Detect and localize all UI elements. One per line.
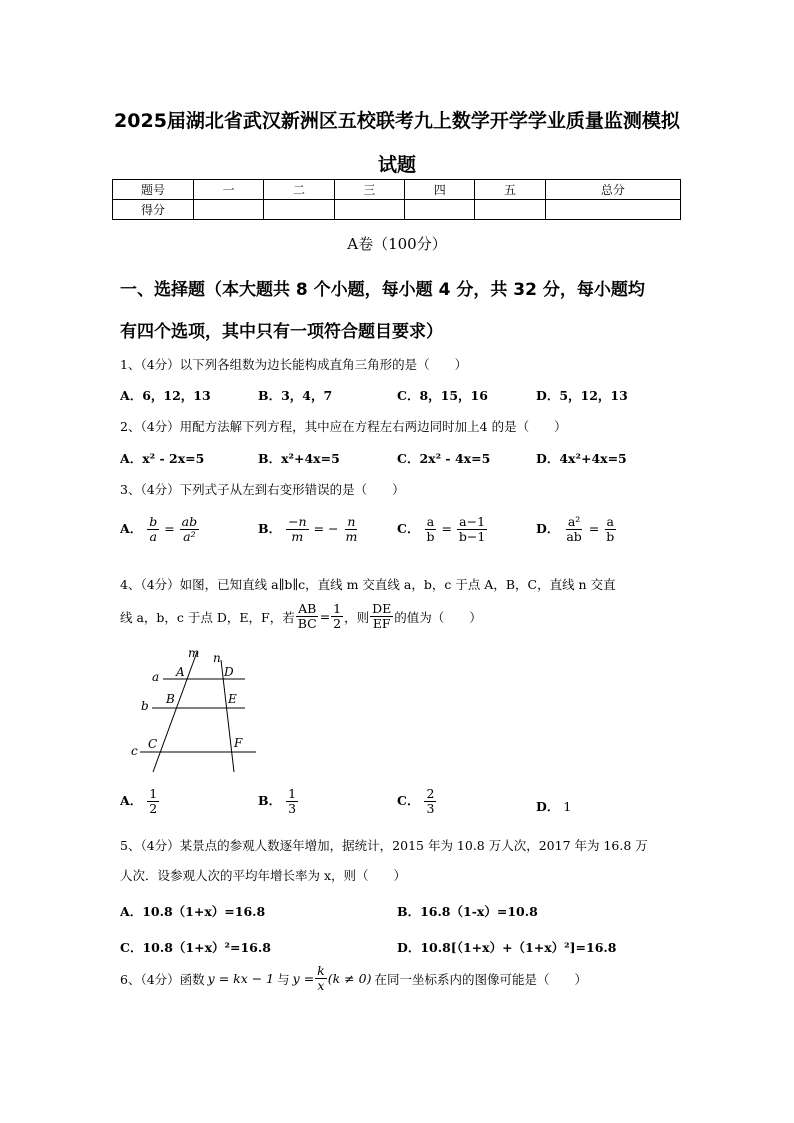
stem-text: ，则 bbox=[344, 609, 370, 625]
q3-option-a[interactable] bbox=[120, 515, 200, 544]
fraction-one-half bbox=[331, 602, 343, 631]
table-cell: 二 bbox=[264, 180, 334, 200]
q2-option-d[interactable]: D．4x²+4x=5 bbox=[536, 451, 627, 466]
option-label: B． bbox=[258, 793, 282, 808]
denominator: x bbox=[317, 978, 325, 993]
question-5-stem-line2: 人次．设参观人次的平均年增长率为 x，则（ ） bbox=[120, 868, 407, 883]
fraction bbox=[147, 787, 159, 816]
q4-option-b[interactable] bbox=[258, 787, 299, 816]
equals-sign: = bbox=[441, 521, 452, 536]
section-1-heading: 一、选择题（本大题共 8 个小题，每小题 4 分，共 32 分，每小题均 bbox=[120, 280, 645, 300]
label-a: a bbox=[152, 670, 160, 684]
q4-option-c[interactable] bbox=[397, 787, 437, 816]
equals-sign: = bbox=[164, 521, 175, 536]
score-table-score-row bbox=[113, 200, 681, 220]
q3-option-b[interactable] bbox=[258, 515, 360, 544]
numerator: DE bbox=[372, 601, 392, 616]
label-A: A bbox=[176, 665, 185, 679]
fraction bbox=[180, 515, 199, 544]
q2-option-c[interactable]: C．2x² - 4x=5 bbox=[397, 451, 491, 466]
question-6-stem bbox=[120, 964, 587, 993]
score-table bbox=[112, 179, 681, 220]
fraction-ab-bc bbox=[296, 602, 319, 631]
numerator: a² bbox=[567, 514, 581, 529]
score-input-cell[interactable] bbox=[475, 200, 545, 220]
q5-option-b[interactable]: B．16.8（1-x）=10.8 bbox=[397, 904, 538, 919]
question-1-stem: 1、（4分）以下列各组数为边长能构成直角三角形的是（ ） bbox=[120, 357, 468, 372]
q3-option-d[interactable] bbox=[536, 515, 617, 544]
section-1-heading-line2: 有四个选项，其中只有一项符合题目要求） bbox=[120, 322, 443, 342]
table-cell: 四 bbox=[405, 180, 475, 200]
label-C: C bbox=[148, 737, 158, 751]
denominator: 2 bbox=[333, 616, 342, 631]
denominator: b bbox=[426, 529, 435, 544]
page-title: 2025届湖北省武汉新洲区五校联考九上数学开学学业质量监测模拟 bbox=[114, 110, 680, 132]
fraction bbox=[424, 787, 436, 816]
question-2-stem: 2、（4分）用配方法解下列方程，其中应在方程左右两边同时加上4 的是（ ） bbox=[120, 419, 567, 434]
stem-text: 线 a，b，c 于点 D，E，F，若 bbox=[120, 609, 295, 625]
score-input-cell[interactable] bbox=[545, 200, 680, 220]
label-n: n bbox=[213, 651, 221, 665]
numerator: a bbox=[426, 514, 435, 529]
numerator: −n bbox=[288, 514, 307, 529]
label-B: B bbox=[166, 692, 175, 706]
option-label: D． bbox=[536, 521, 560, 536]
stem-text: 6、（4分）函数 bbox=[120, 971, 205, 987]
section-a-heading: A卷（100分） bbox=[347, 235, 447, 253]
stem-text: 的值为（ ） bbox=[394, 609, 482, 625]
label-c: c bbox=[131, 744, 138, 758]
table-cell: 题号 bbox=[113, 180, 194, 200]
equals-sign: = bbox=[319, 609, 331, 624]
score-input-cell[interactable] bbox=[264, 200, 334, 220]
line-m bbox=[153, 652, 197, 772]
score-input-cell[interactable] bbox=[405, 200, 475, 220]
option-label: A． bbox=[120, 521, 143, 536]
q5-option-c[interactable]: C．10.8（1+x）²=16.8 bbox=[120, 940, 271, 955]
denominator: 2 bbox=[149, 801, 158, 816]
option-label: C． bbox=[397, 793, 420, 808]
q5-option-d[interactable]: D．10.8[（1+x）+（1+x）²]=16.8 bbox=[397, 940, 617, 955]
question-5-stem: 5、（4分）某景点的参观人数逐年增加，据统计，2015 年为 10.8 万人次，2017 年为 16.8 万 bbox=[120, 838, 648, 853]
question-3-stem: 3、（4分）下列式子从左到右变形错误的是（ ） bbox=[120, 482, 405, 497]
q1-option-c[interactable]: C．8，15，16 bbox=[397, 388, 488, 403]
equation-prefix: y = bbox=[292, 971, 315, 986]
numerator: b bbox=[149, 514, 158, 529]
equation-condition: (k ≠ 0) bbox=[327, 971, 372, 986]
label-b: b bbox=[141, 699, 149, 713]
option-label: C． bbox=[397, 521, 420, 536]
denominator: 3 bbox=[426, 801, 435, 816]
table-cell: 总分 bbox=[545, 180, 680, 200]
table-cell: 得分 bbox=[113, 200, 194, 220]
page-title-line2: 试题 bbox=[377, 154, 416, 176]
label-F: F bbox=[234, 736, 243, 750]
numerator: n bbox=[347, 514, 356, 529]
question-4-stem-line2 bbox=[120, 602, 482, 631]
score-input-cell[interactable] bbox=[334, 200, 404, 220]
table-cell: 三 bbox=[334, 180, 404, 200]
fraction-de-ef bbox=[370, 602, 393, 631]
q4-option-a[interactable] bbox=[120, 787, 160, 816]
denominator: b bbox=[606, 529, 615, 544]
numerator: a−1 bbox=[459, 514, 486, 529]
numerator: 2 bbox=[426, 786, 435, 801]
fraction-k-x bbox=[315, 964, 327, 993]
q5-option-a[interactable]: A．10.8（1+x）=16.8 bbox=[120, 904, 266, 919]
fraction bbox=[147, 515, 159, 544]
numerator: AB bbox=[298, 601, 317, 616]
stem-text: 在同一坐标系内的图像可能是（ ） bbox=[374, 971, 587, 987]
numerator: a bbox=[606, 514, 614, 529]
table-cell: 一 bbox=[194, 180, 264, 200]
numerator: 1 bbox=[149, 786, 158, 801]
q2-option-a[interactable]: A．x² - 2x=5 bbox=[120, 451, 205, 466]
option-label: A． bbox=[120, 793, 143, 808]
label-m: m bbox=[188, 646, 200, 660]
table-cell: 五 bbox=[475, 180, 545, 200]
denominator: BC bbox=[297, 616, 317, 631]
q1-option-d[interactable]: D．5，12，13 bbox=[536, 388, 628, 403]
q1-option-b[interactable]: B．3，4，7 bbox=[258, 388, 333, 403]
q1-option-a[interactable]: A．6，12，13 bbox=[120, 388, 211, 403]
label-D: D bbox=[224, 665, 234, 679]
numerator: 1 bbox=[288, 786, 297, 801]
q3-option-c[interactable] bbox=[397, 515, 488, 544]
q4-option-d[interactable] bbox=[536, 797, 571, 815]
option-label: D． bbox=[536, 799, 560, 814]
equals-sign: = bbox=[588, 521, 600, 536]
score-table-header-row bbox=[113, 180, 681, 200]
denominator: 3 bbox=[288, 801, 297, 816]
fraction bbox=[286, 787, 298, 816]
numerator: 1 bbox=[333, 601, 342, 616]
denominator: ab bbox=[566, 529, 582, 544]
denominator: b−1 bbox=[458, 529, 486, 544]
option-value: 1 bbox=[563, 799, 572, 814]
fraction bbox=[424, 515, 436, 544]
denominator: m bbox=[345, 529, 358, 544]
stem-text: 与 bbox=[277, 971, 290, 987]
option-label: B． bbox=[258, 521, 282, 536]
score-input-cell[interactable] bbox=[194, 200, 264, 220]
fraction bbox=[457, 515, 487, 544]
denominator: EF bbox=[372, 616, 391, 631]
numerator: k bbox=[317, 963, 325, 978]
denominator: a bbox=[149, 529, 157, 544]
fraction bbox=[564, 515, 583, 544]
label-E: E bbox=[228, 692, 237, 706]
fraction bbox=[286, 515, 309, 544]
question-4-stem: 4、（4分）如图，已知直线 a∥b∥c，直线 m 交直线 a，b，c 于点 A，B，C，直线 n 交直 bbox=[120, 577, 616, 592]
equals-minus-sign: = − bbox=[313, 521, 339, 536]
fraction bbox=[604, 515, 616, 544]
q2-option-b[interactable]: B．x²+4x=5 bbox=[258, 451, 340, 466]
equation-linear: y = kx − 1 bbox=[207, 971, 275, 986]
fraction bbox=[343, 515, 359, 544]
denominator: a² bbox=[183, 529, 196, 544]
parallel-lines-figure bbox=[128, 646, 268, 776]
denominator: m bbox=[291, 529, 304, 544]
numerator: ab bbox=[181, 514, 198, 529]
